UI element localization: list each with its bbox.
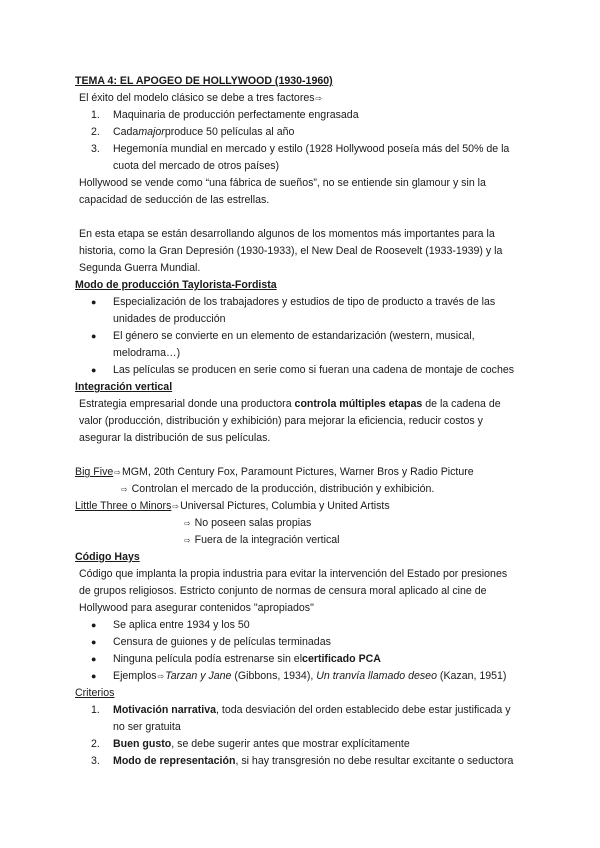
arrow-right-outline-icon: ⇨ bbox=[184, 519, 191, 528]
factor-number: 3. bbox=[91, 143, 100, 155]
list-item-examples bbox=[75, 668, 535, 685]
vertical-line: valor (producción, distribución y exhibición) para mejorar la eficiencia, reducir costos y bbox=[79, 415, 483, 427]
big-five-note-text: Controlan el mercado de la producción, distribución y exhibición. bbox=[131, 483, 435, 495]
vertical-text-pre: Estrategia empresarial donde una productora bbox=[79, 398, 295, 410]
stage-line: En esta etapa se están desarrollando algunos de los momentos más importantes para la bbox=[79, 228, 495, 240]
factor-text-pre: Cada bbox=[113, 126, 139, 138]
arrow-right-outline-icon: ⇨ bbox=[121, 485, 128, 494]
examples-label: Ejemplos bbox=[113, 670, 157, 682]
little-three-label: Little Three o Minors bbox=[75, 500, 172, 512]
vertical-line: asegurar la distribución de sus películas. bbox=[79, 432, 271, 444]
intro-line bbox=[75, 90, 535, 107]
factor-item bbox=[75, 124, 535, 141]
big-five-studios: MGM, 20th Century Fox, Paramount Pictures, Warner Bros y Radio Picture bbox=[121, 466, 474, 478]
factor-text-em: major bbox=[138, 126, 165, 138]
stage-line: Segunda Guerra Mundial. bbox=[79, 262, 201, 274]
factor-item bbox=[75, 107, 535, 124]
example-title: Un tranvía llamado deseo bbox=[316, 670, 437, 682]
arrow-right-outline-icon: ⇨ bbox=[184, 536, 191, 545]
hays-line: de grupos religiosos. Estricto conjunto de normas de censura moral aplicado al cine de bbox=[79, 585, 487, 597]
section-heading-criterios: Criterios bbox=[75, 687, 115, 699]
criterio-number: 1. bbox=[91, 704, 100, 716]
little-three-note bbox=[75, 532, 535, 549]
little-three-line bbox=[75, 498, 535, 515]
intro-text: El éxito del modelo clásico se debe a tres factores bbox=[79, 92, 315, 104]
hollywood-line: Hollywood se vende como “una fábrica de sueños”, no se entiende sin glamour y sin la bbox=[79, 177, 486, 189]
criterio-bold: Modo de representación bbox=[113, 755, 236, 767]
example-title: Tarzan y Jane bbox=[165, 670, 232, 682]
document-page bbox=[75, 73, 535, 770]
section-heading-hays: Código Hays bbox=[75, 551, 140, 563]
list-item-text: Censura de guiones y de películas terminadas bbox=[113, 636, 331, 648]
vertical-text-bold: controla múltiples etapas bbox=[294, 398, 423, 410]
factor-number: 1. bbox=[91, 109, 100, 121]
little-three-studios: Universal Pictures, Columbia y United Artists bbox=[180, 500, 390, 512]
list-item bbox=[75, 294, 535, 311]
list-item bbox=[75, 634, 535, 651]
factor-text: Maquinaria de producción perfectamente engrasada bbox=[113, 109, 359, 121]
bullet-dot-icon: ● bbox=[91, 620, 97, 630]
spacer bbox=[75, 209, 535, 226]
list-item-text: Las películas se producen en serie como si fueran una cadena de montaje de coches bbox=[113, 364, 515, 376]
bullet-dot-icon: ● bbox=[91, 297, 97, 307]
list-item-text: Especialización de los trabajadores y estudios de tipo de producto a través de las bbox=[113, 296, 496, 308]
hays-line: Código que implanta la propia industria para evitar la intervención del Estado por presiones bbox=[79, 568, 508, 580]
big-five-note bbox=[75, 481, 535, 498]
list-item-text: Se aplica entre 1934 y los 50 bbox=[113, 619, 250, 631]
factor-number: 2. bbox=[91, 126, 100, 138]
list-item-text: El género se convierte en un elemento de estandarización (western, musical, bbox=[113, 330, 475, 342]
bullet-dot-icon: ● bbox=[91, 637, 97, 647]
arrow-right-outline-icon: ⇨ bbox=[157, 672, 165, 681]
criterio-bold: Buen gusto bbox=[113, 738, 172, 750]
arrow-right-outline-icon: ⇨ bbox=[114, 468, 121, 477]
criterio-text: , se debe sugerir antes que mostrar explícitamente bbox=[171, 738, 410, 750]
little-three-note-text: Fuera de la integración vertical bbox=[194, 534, 340, 546]
pca-text-bold: certificado PCA bbox=[302, 653, 381, 665]
stage-line: historia, como la Gran Depresión (1930-1933), el New Deal de Roosevelt (1933-1939) y la bbox=[79, 245, 503, 257]
example-info: (Kazan, 1951) bbox=[436, 670, 507, 682]
big-five-label: Big Five bbox=[75, 466, 114, 478]
page-title: TEMA 4: EL APOGEO DE HOLLYWOOD (1930-1960) bbox=[75, 75, 333, 87]
bullet-dot-icon: ● bbox=[91, 331, 97, 341]
section-heading-vertical: Integración vertical bbox=[75, 381, 173, 393]
arrow-right-outline-icon: ⇨ bbox=[315, 94, 323, 103]
criterio-continuation: no ser gratuita bbox=[113, 721, 181, 733]
example-info: (Gibbons, 1934), bbox=[231, 670, 317, 682]
criterio-text: , si hay transgresión no debe resultar excitante o seductora bbox=[235, 755, 514, 767]
arrow-right-outline-icon: ⇨ bbox=[172, 502, 180, 511]
criterio-item bbox=[75, 753, 535, 770]
list-item bbox=[75, 651, 535, 668]
criterio-item bbox=[75, 736, 535, 753]
bullet-dot-icon: ● bbox=[91, 671, 97, 681]
spacer bbox=[75, 447, 535, 464]
criterio-number: 2. bbox=[91, 738, 100, 750]
hays-line: Hollywood para asegurar contenidos "apropiados" bbox=[79, 602, 314, 614]
criterio-number: 3. bbox=[91, 755, 100, 767]
section-heading-taylor: Modo de producción Taylorista-Fordista bbox=[75, 279, 277, 291]
bullet-dot-icon: ● bbox=[91, 654, 97, 664]
little-three-note-text: No poseen salas propias bbox=[194, 517, 312, 529]
vertical-text-post: de la cadena de bbox=[422, 398, 501, 410]
big-five-line bbox=[75, 464, 535, 481]
factor-item bbox=[75, 141, 535, 158]
pca-text-pre: Ninguna película podía estrenarse sin el bbox=[113, 653, 303, 665]
vertical-line bbox=[75, 396, 535, 413]
factor-text-post: produce 50 películas al año bbox=[164, 126, 295, 138]
criterio-text: , toda desviación del orden establecido debe estar justificada y bbox=[216, 704, 511, 716]
list-item bbox=[75, 617, 535, 634]
criterio-item bbox=[75, 702, 535, 719]
factor-text: Hegemonía mundial en mercado y estilo (1928 Hollywood poseía más del 50% de la bbox=[113, 143, 510, 155]
little-three-note bbox=[75, 515, 535, 532]
factor-continuation: cuota del mercado de otros países) bbox=[113, 160, 280, 172]
list-item bbox=[75, 328, 535, 345]
list-item-continuation: melodrama…) bbox=[113, 347, 181, 359]
hollywood-line: capacidad de seducción de las estrellas. bbox=[79, 194, 270, 206]
list-item-continuation: unidades de producción bbox=[113, 313, 226, 325]
bullet-dot-icon: ● bbox=[91, 365, 97, 375]
list-item bbox=[75, 362, 535, 379]
criterio-bold: Motivación narrativa bbox=[113, 704, 217, 716]
